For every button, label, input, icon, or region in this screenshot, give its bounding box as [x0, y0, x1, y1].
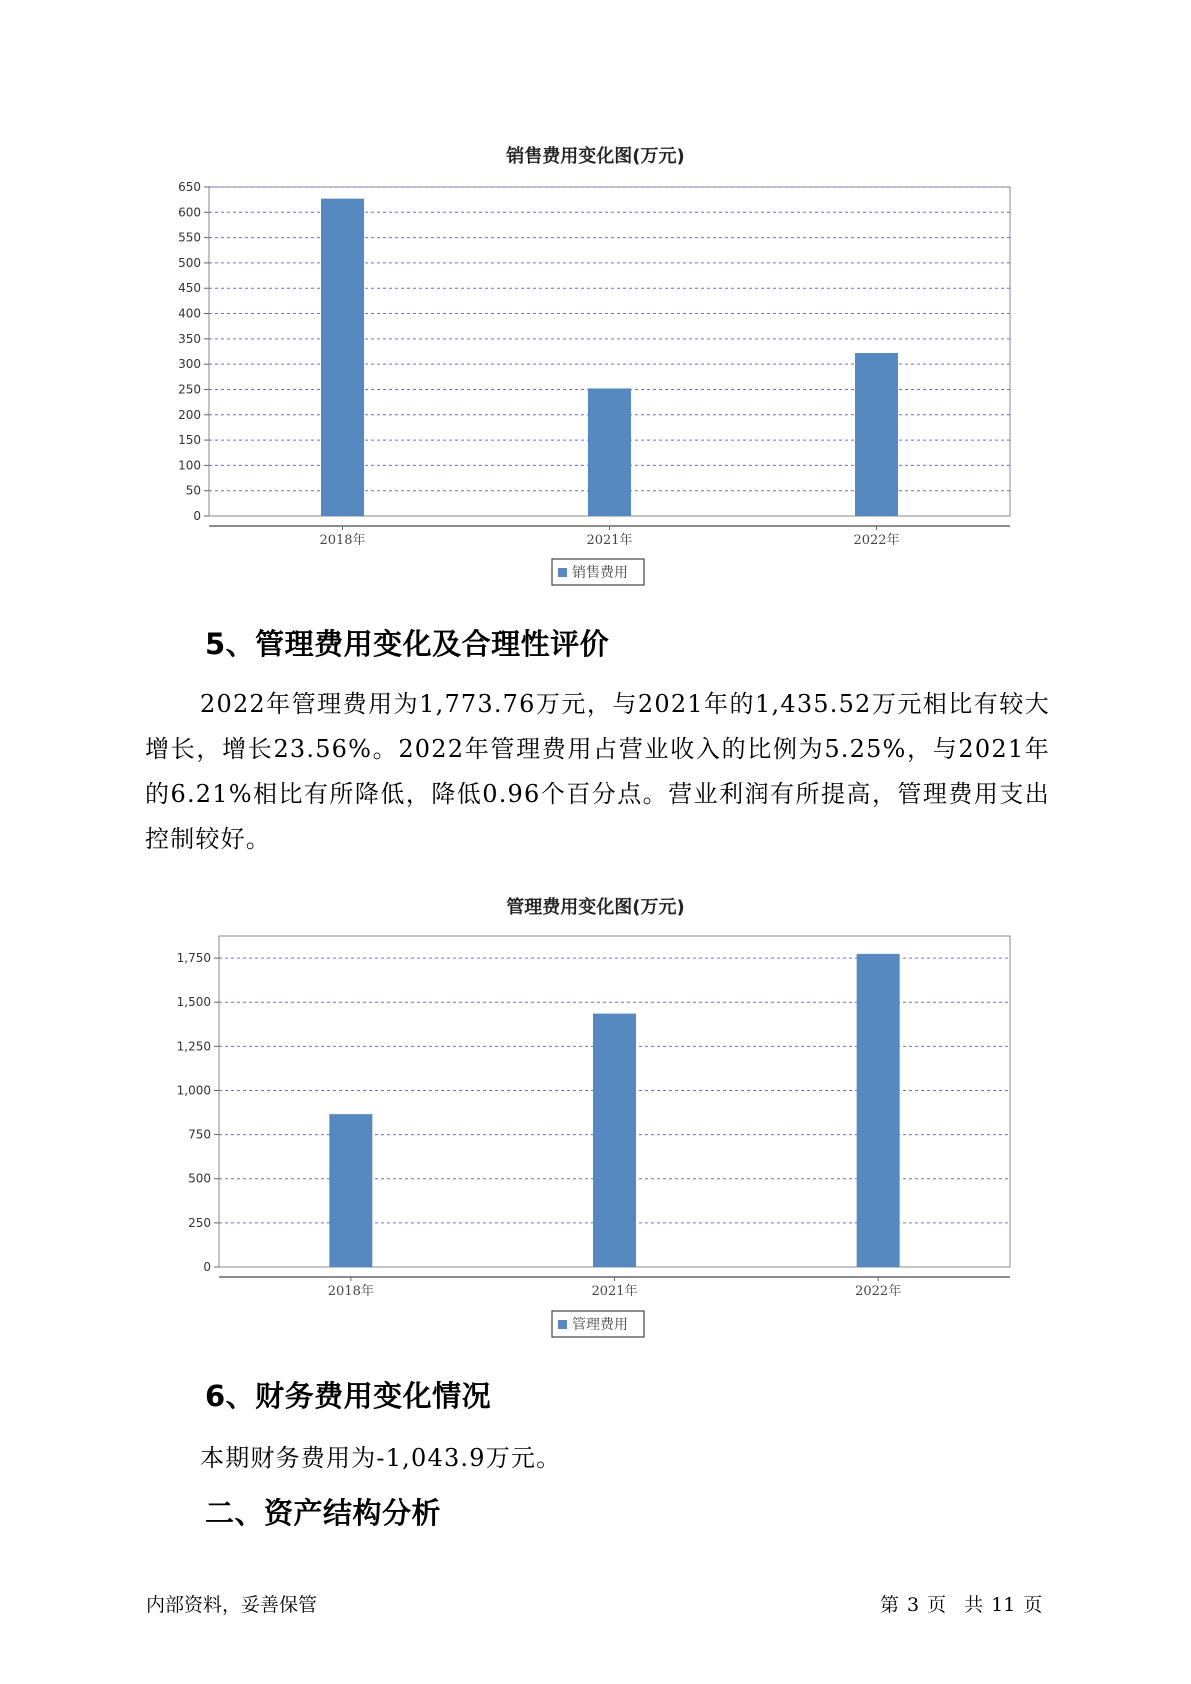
- section5-paragraph: 2022年管理费用为1,773.76万元，与2021年的1,435.52万元相比有较大增长，增长23.56%。2022年管理费用占营业收入的比例为5.25%，与2021年的6.21%相比有所降低，降低0.96个百分点。营业利润有所提高，管理费用支出控制较好。: [145, 690, 1050, 853]
- y-tick-label: 250: [188, 1215, 211, 1230]
- footer-total-unit: 页: [1023, 1594, 1043, 1616]
- y-tick-label: 1,500: [176, 995, 211, 1010]
- y-tick-label: 100: [178, 458, 201, 473]
- bar: [855, 353, 898, 516]
- y-tick-label: 500: [178, 255, 201, 270]
- footer-page-prefix: 第: [880, 1594, 900, 1616]
- bar: [588, 388, 631, 516]
- x-tick-label: 2018年: [327, 1284, 374, 1299]
- chart1-sales-expense: [0, 160, 1191, 580]
- bar: [329, 1114, 372, 1267]
- x-tick-label: 2022年: [853, 533, 900, 548]
- footer-total-pages: 11: [991, 1594, 1016, 1616]
- legend-label: 销售费用: [572, 565, 628, 581]
- y-tick-label: 0: [203, 1260, 211, 1274]
- y-tick-label: 550: [178, 230, 201, 245]
- legend: [552, 1311, 644, 1337]
- legend-swatch: [558, 1320, 567, 1329]
- y-tick-label: 350: [178, 331, 201, 346]
- footer-page-info: [880, 1590, 1050, 1617]
- y-tick-label: 1,750: [176, 951, 211, 966]
- footer-total-prefix: 共: [964, 1594, 984, 1616]
- y-tick-label: 650: [178, 180, 201, 194]
- footer-page-unit: 页: [927, 1594, 947, 1616]
- y-tick-label: 0: [193, 509, 201, 523]
- x-tick-label: 2021年: [586, 533, 633, 548]
- x-tick-label: 2022年: [855, 1284, 902, 1299]
- y-tick-label: 400: [178, 306, 201, 321]
- footer-confidential-note: 内部资料，妥善保管: [146, 1594, 318, 1616]
- footer-page-number: 3: [907, 1594, 920, 1616]
- y-tick-label: 1,250: [176, 1039, 211, 1054]
- y-tick-label: 1,000: [176, 1083, 211, 1098]
- bar: [321, 199, 364, 516]
- chart1-title: 销售费用变化图(万元): [506, 146, 685, 167]
- chart2-title: 管理费用变化图(万元): [506, 897, 685, 918]
- section-two-heading: 二、资产结构分析: [205, 1496, 442, 1530]
- y-tick-label: 150: [178, 433, 201, 448]
- x-tick-label: 2018年: [319, 533, 366, 548]
- bar: [593, 1014, 636, 1267]
- legend-swatch: [558, 568, 567, 577]
- legend-label: 管理费用: [572, 1317, 628, 1333]
- y-tick-label: 600: [178, 205, 201, 220]
- section6-heading: 6、财务费用变化情况: [205, 1379, 492, 1413]
- y-tick-label: 50: [185, 483, 201, 498]
- y-tick-label: 750: [188, 1127, 211, 1142]
- y-tick-label: 450: [178, 281, 201, 296]
- y-tick-label: 200: [178, 407, 201, 422]
- x-tick-label: 2021年: [591, 1284, 638, 1299]
- y-tick-label: 250: [178, 382, 201, 397]
- section6-paragraph: 本期财务费用为-1,043.9万元。: [200, 1444, 562, 1472]
- chart2-admin-expense: [0, 910, 1191, 1333]
- section5-heading: 5、管理费用变化及合理性评价: [205, 627, 610, 661]
- legend: [552, 559, 644, 585]
- y-tick-label: 500: [188, 1171, 211, 1186]
- y-tick-label: 300: [178, 357, 201, 372]
- bar: [857, 954, 900, 1267]
